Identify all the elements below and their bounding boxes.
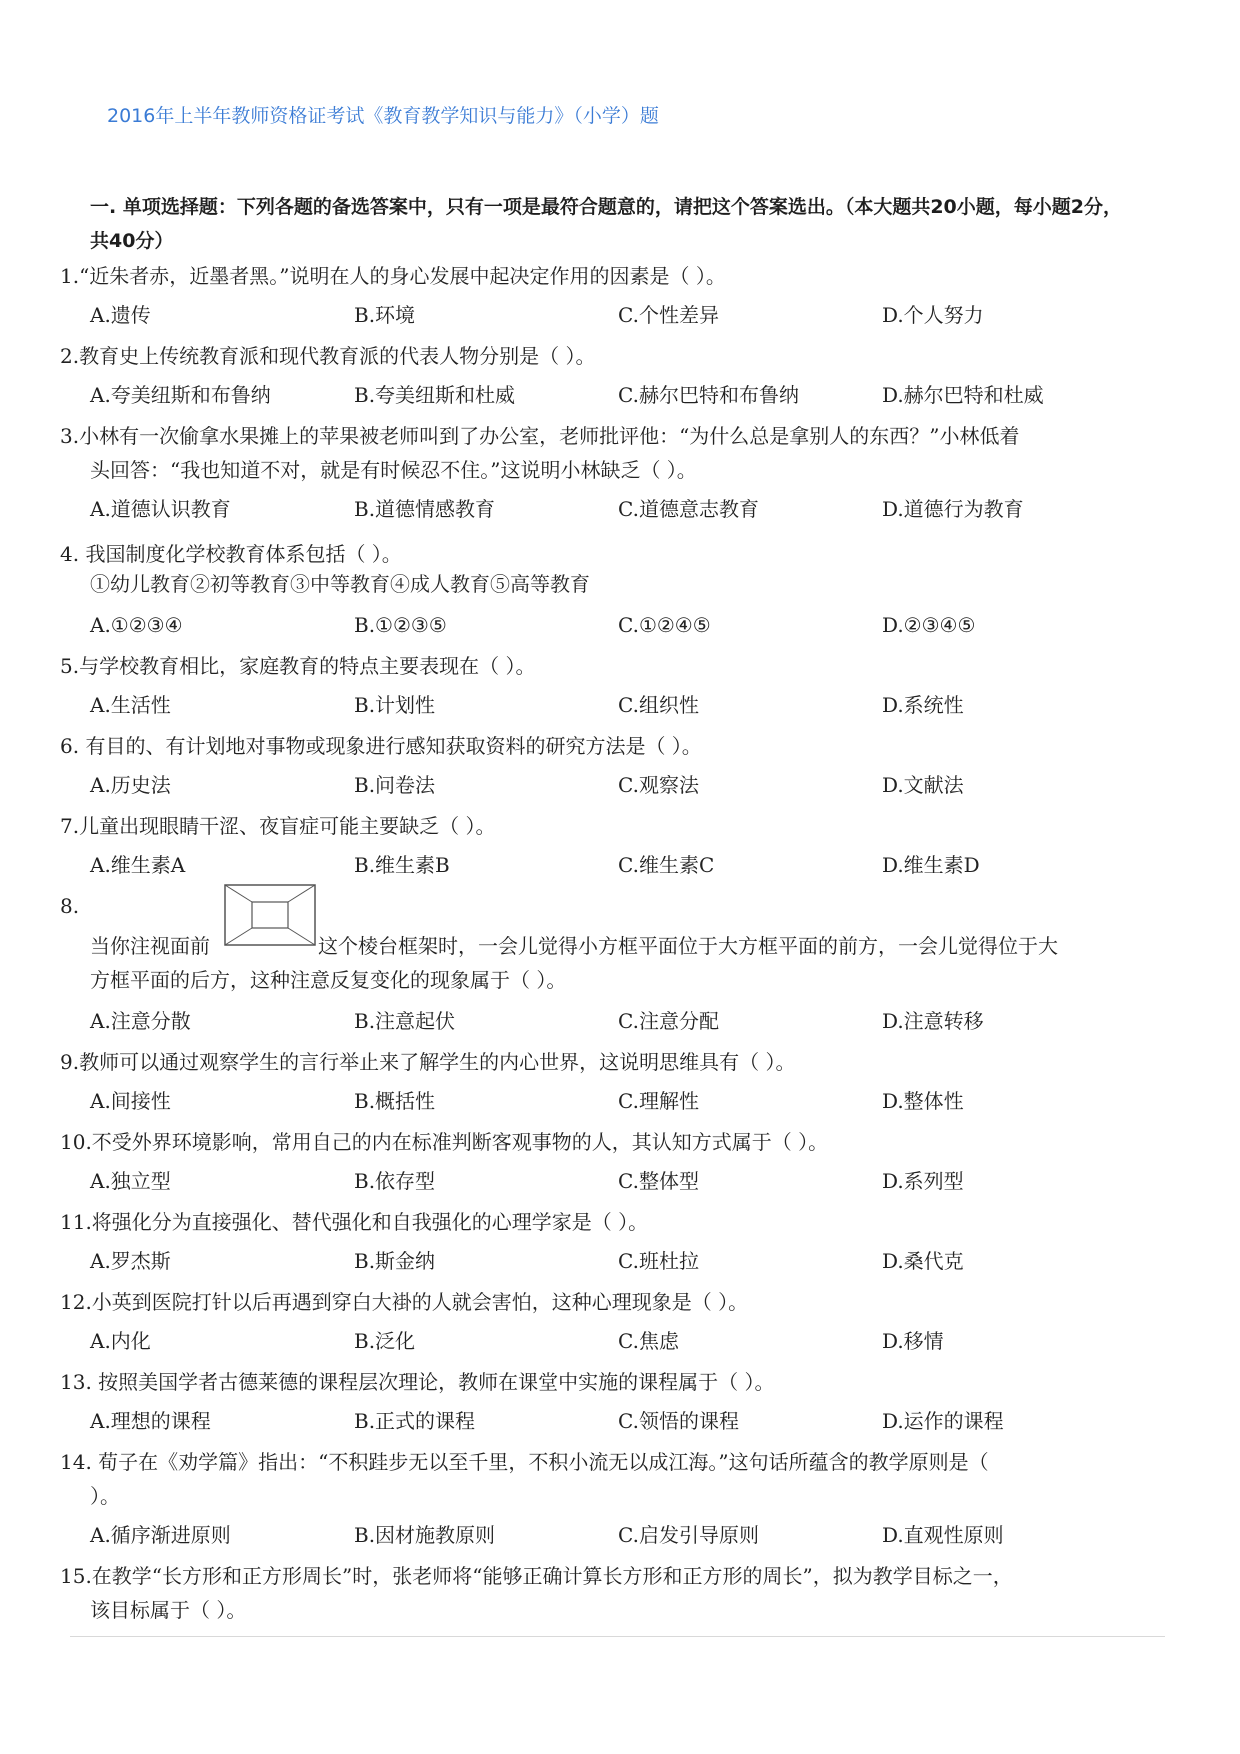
- question-4-items: ①幼儿教育②初等教育③中等教育④成人教育⑤高等教育: [90, 572, 590, 596]
- option-c: C.观察法: [618, 773, 699, 797]
- option-d: D.赫尔巴特和杜威: [882, 383, 1044, 407]
- option-a: A.历史法: [90, 773, 171, 797]
- question-7: 7.儿童出现眼睛干涩、夜盲症可能主要缺乏（ ）。: [60, 814, 496, 838]
- option-d: D.②③④⑤: [882, 613, 976, 637]
- option-d: D.系统性: [882, 693, 964, 717]
- option-a: A.①②③④: [90, 613, 183, 637]
- option-a: A.注意分散: [90, 1009, 191, 1033]
- question-1: 1.“近朱者赤，近墨者黑。”说明在人的身心发展中起决定作用的因素是（ ）。: [60, 264, 726, 288]
- option-c: C.①②④⑤: [618, 613, 711, 637]
- option-a: A.独立型: [90, 1169, 171, 1193]
- options-q2: [90, 380, 1150, 410]
- option-c: C.注意分配: [618, 1009, 719, 1033]
- option-a: A.罗杰斯: [90, 1249, 171, 1273]
- option-c: C.班杜拉: [618, 1249, 699, 1273]
- option-d: D.个人努力: [882, 303, 984, 327]
- option-d: D.直观性原则: [882, 1523, 1004, 1547]
- option-b: B.正式的课程: [354, 1409, 476, 1433]
- question-10: 10.不受外界环境影响，常用自己的内在标准判断客观事物的人，其认知方式属于（ ）。: [60, 1130, 829, 1154]
- option-b: B.因材施教原则: [354, 1523, 496, 1547]
- page-footer-divider: [70, 1636, 1165, 1637]
- options-q10: [90, 1166, 1150, 1196]
- option-d: D.整体性: [882, 1089, 964, 1113]
- option-c: C.组织性: [618, 693, 699, 717]
- options-q5: [90, 690, 1150, 720]
- options-q6: [90, 770, 1150, 800]
- options-q7: [90, 850, 1150, 880]
- option-b: B.环境: [354, 303, 416, 327]
- question-3-continuation: 头回答：“我也知道不对，就是有时候忍不住。”这说明小林缺乏（ ）。: [90, 458, 697, 482]
- option-d: D.道德行为教育: [882, 497, 1024, 521]
- option-b: B.夸美纽斯和杜威: [354, 383, 516, 407]
- question-8-stem-start: 当你注视面前: [90, 934, 210, 958]
- option-c: C.焦虑: [618, 1329, 679, 1353]
- options-q12: [90, 1326, 1150, 1356]
- question-8-continuation: 方框平面的后方，这种注意反复变化的现象属于（ ）。: [90, 968, 567, 992]
- option-a: A.循序渐进原则: [90, 1523, 231, 1547]
- option-d: D.注意转移: [882, 1009, 984, 1033]
- option-d: D.文献法: [882, 773, 964, 797]
- option-b: B.依存型: [354, 1169, 436, 1193]
- options-q11: [90, 1246, 1150, 1276]
- option-a: A.生活性: [90, 693, 171, 717]
- option-d: D.桑代克: [882, 1249, 964, 1273]
- option-c: C.维生素C: [618, 853, 715, 877]
- options-q9: [90, 1086, 1150, 1116]
- option-c: C.赫尔巴特和布鲁纳: [618, 383, 799, 407]
- option-b: B.注意起伏: [354, 1009, 456, 1033]
- question-9: 9.教师可以通过观察学生的言行举止来了解学生的内心世界，这说明思维具有（ ）。: [60, 1050, 796, 1074]
- question-15: 15.在教学“长方形和正方形周长”时，张老师将“能够正确计算长方形和正方形的周长”，拟为教学目标之一，: [60, 1564, 1013, 1588]
- option-a: A.内化: [90, 1329, 151, 1353]
- question-12: 12.小英到医院打针以后再遇到穿白大褂的人就会害怕，这种心理现象是（ ）。: [60, 1290, 749, 1314]
- option-c: C.个性差异: [618, 303, 719, 327]
- question-13: 13. 按照美国学者古德莱德的课程层次理论，教师在课堂中实施的课程属于（ ）。: [60, 1370, 775, 1394]
- option-c: C.启发引导原则: [618, 1523, 759, 1547]
- question-4: 4. 我国制度化学校教育体系包括（ ）。: [60, 542, 402, 566]
- option-a: A.维生素A: [90, 853, 186, 877]
- option-b: B.问卷法: [354, 773, 436, 797]
- document-title: 2016年上半年教师资格证考试《教育教学知识与能力》（小学）题: [107, 105, 659, 127]
- option-b: B.计划性: [354, 693, 436, 717]
- option-c: C.领悟的课程: [618, 1409, 739, 1433]
- option-d: D.系列型: [882, 1169, 964, 1193]
- option-b: B.维生素B: [354, 853, 450, 877]
- option-b: B.泛化: [354, 1329, 416, 1353]
- question-8-number: 8.: [60, 894, 80, 918]
- question-14-continuation: ）。: [90, 1484, 120, 1508]
- option-b: B.斯金纳: [354, 1249, 436, 1273]
- question-14: 14. 荀子在《劝学篇》指出：“不积跬步无以至千里，不积小流无以成江海。”这句话所蕴含的教学原则是（: [60, 1450, 989, 1474]
- option-b: B.概括性: [354, 1089, 436, 1113]
- question-5: 5.与学校教育相比，家庭教育的特点主要表现在（ ）。: [60, 654, 536, 678]
- options-q13: [90, 1406, 1150, 1436]
- option-d: D.移情: [882, 1329, 944, 1353]
- option-c: C.理解性: [618, 1089, 699, 1113]
- options-q4: [90, 610, 1150, 640]
- question-8-stem: 这个棱台框架时，一会儿觉得小方框平面位于大方框平面的前方，一会儿觉得位于大: [318, 934, 1058, 958]
- option-a: A.夸美纽斯和布鲁纳: [90, 383, 271, 407]
- option-a: A.间接性: [90, 1089, 171, 1113]
- question-11: 11.将强化分为直接强化、替代强化和自我强化的心理学家是（ ）。: [60, 1210, 649, 1234]
- section-heading: 一. 单项选择题：下列各题的备选答案中，只有一项是最符合题意的，请把这个答案选出。（本大题共20小题，每小题2分，共40分）: [90, 196, 1122, 252]
- option-c: C.整体型: [618, 1169, 699, 1193]
- question-6: 6. 有目的、有计划地对事物或现象进行感知获取资料的研究方法是（ ）。: [60, 734, 702, 758]
- question-15-continuation: 该目标属于（ ）。: [90, 1598, 247, 1622]
- options-q14: [90, 1520, 1150, 1550]
- options-q1: [90, 300, 1150, 330]
- option-a: A.道德认识教育: [90, 497, 231, 521]
- question-3: 3.小林有一次偷拿水果摊上的苹果被老师叫到了办公室，老师批评他：“为什么总是拿别人的东西？”小林低着: [60, 424, 1020, 448]
- option-b: B.①②③⑤: [354, 613, 447, 637]
- option-d: D.维生素D: [882, 853, 980, 877]
- question-2: 2.教育史上传统教育派和现代教育派的代表人物分别是（ ）。: [60, 344, 596, 368]
- option-c: C.道德意志教育: [618, 497, 759, 521]
- option-a: A.理想的课程: [90, 1409, 211, 1433]
- options-q8: [90, 1006, 1150, 1036]
- option-b: B.道德情感教育: [354, 497, 496, 521]
- option-a: A.遗传: [90, 303, 151, 327]
- option-d: D.运作的课程: [882, 1409, 1004, 1433]
- options-q3: [90, 494, 1150, 524]
